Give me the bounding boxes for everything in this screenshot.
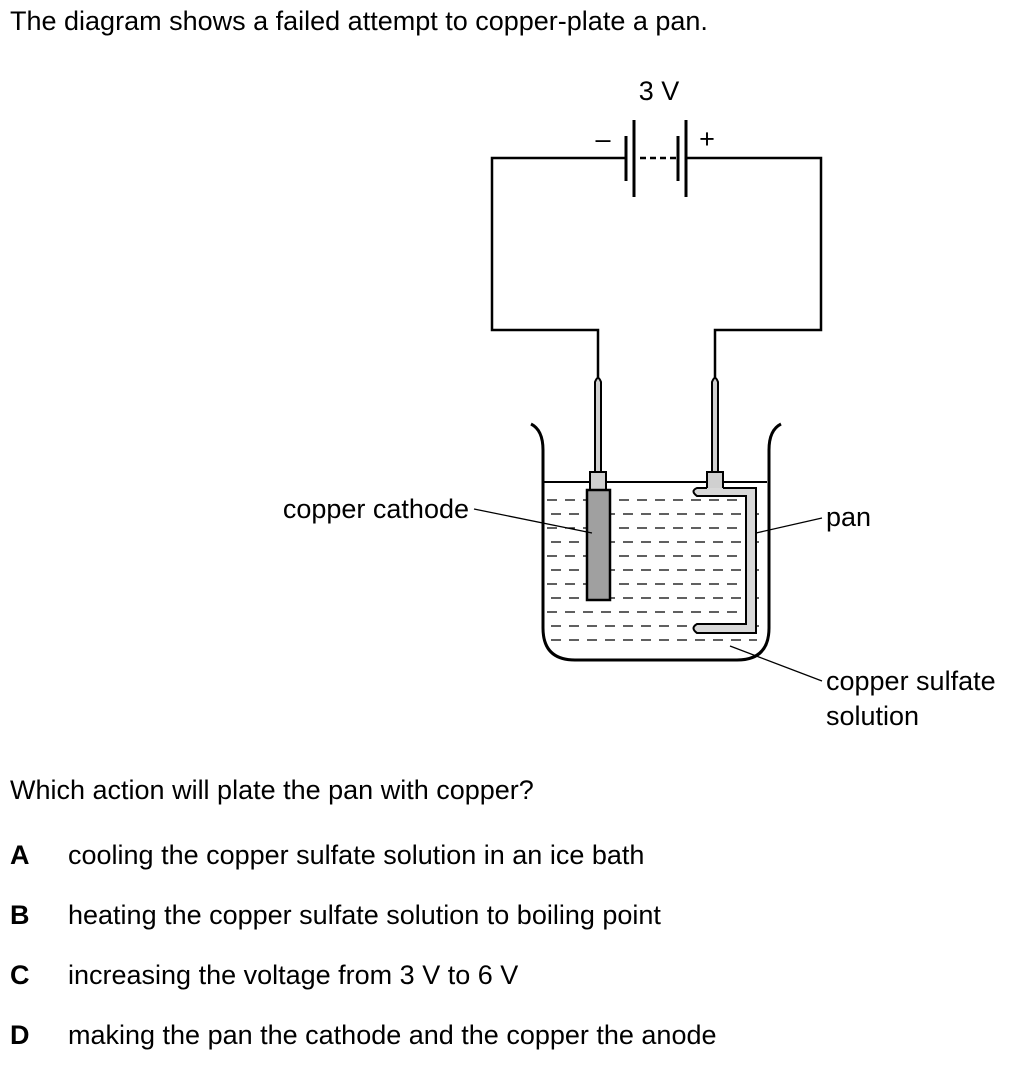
- positive-terminal-sign: +: [699, 124, 715, 154]
- pan-label: pan: [826, 502, 872, 532]
- copper-cathode-electrode: [587, 378, 610, 600]
- question-text: Which action will plate the pan with copper?: [10, 775, 534, 805]
- option-letter: A: [10, 840, 30, 870]
- solution-label-line1: copper sulfate: [826, 666, 996, 696]
- intro-text: The diagram shows a failed attempt to copper-plate a pan.: [10, 6, 708, 36]
- option-letter: B: [10, 900, 30, 930]
- option-letter: D: [10, 1020, 30, 1050]
- option-letter: C: [10, 960, 30, 990]
- copper-cathode-label: copper cathode: [282, 494, 469, 524]
- circuit-wires: [492, 158, 821, 378]
- option-text: heating the copper sulfate solution to boiling point: [68, 900, 661, 930]
- battery-symbol: [626, 120, 686, 197]
- negative-terminal-sign: –: [595, 124, 611, 154]
- voltage-label: 3 V: [638, 76, 680, 106]
- option-text: cooling the copper sulfate solution in an ice bath: [68, 840, 645, 870]
- option-text: increasing the voltage from 3 V to 6 V: [68, 960, 519, 990]
- solution-label-line2: solution: [826, 701, 920, 731]
- option-text: making the pan the cathode and the copper the anode: [68, 1020, 717, 1050]
